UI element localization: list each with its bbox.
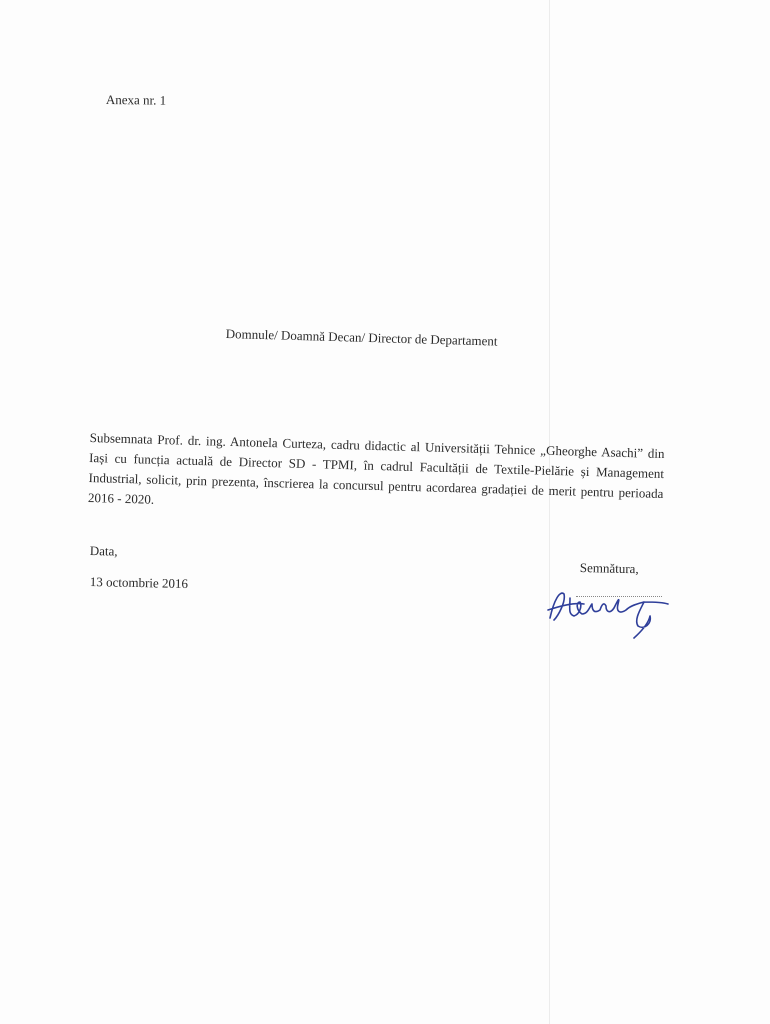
- salutation-heading: Domnule/ Doamnă Decan/ Director de Departament: [225, 326, 498, 349]
- handwritten-signature: [540, 580, 680, 640]
- annex-label: Anexa nr. 1: [105, 92, 167, 108]
- request-paragraph: Subsemnata Prof. dr. ing. Antonela Curteza, cadru didactic al Universității Tehnice „Gheorghe Asachi” din Iași cu funcția actuală de Director SD - TPMI, în cadrul Facultății de Textile-Pielărie și Management Industrial, solicit, prin prezenta, înscrierea la concursul pentru acordarea gradației de merit pentru perioada 2016 - 2020.: [87, 429, 665, 507]
- date-label: Data,: [89, 543, 118, 559]
- date-value: 13 octombrie 2016: [89, 574, 189, 592]
- signature-label: Semnătura,: [579, 560, 639, 577]
